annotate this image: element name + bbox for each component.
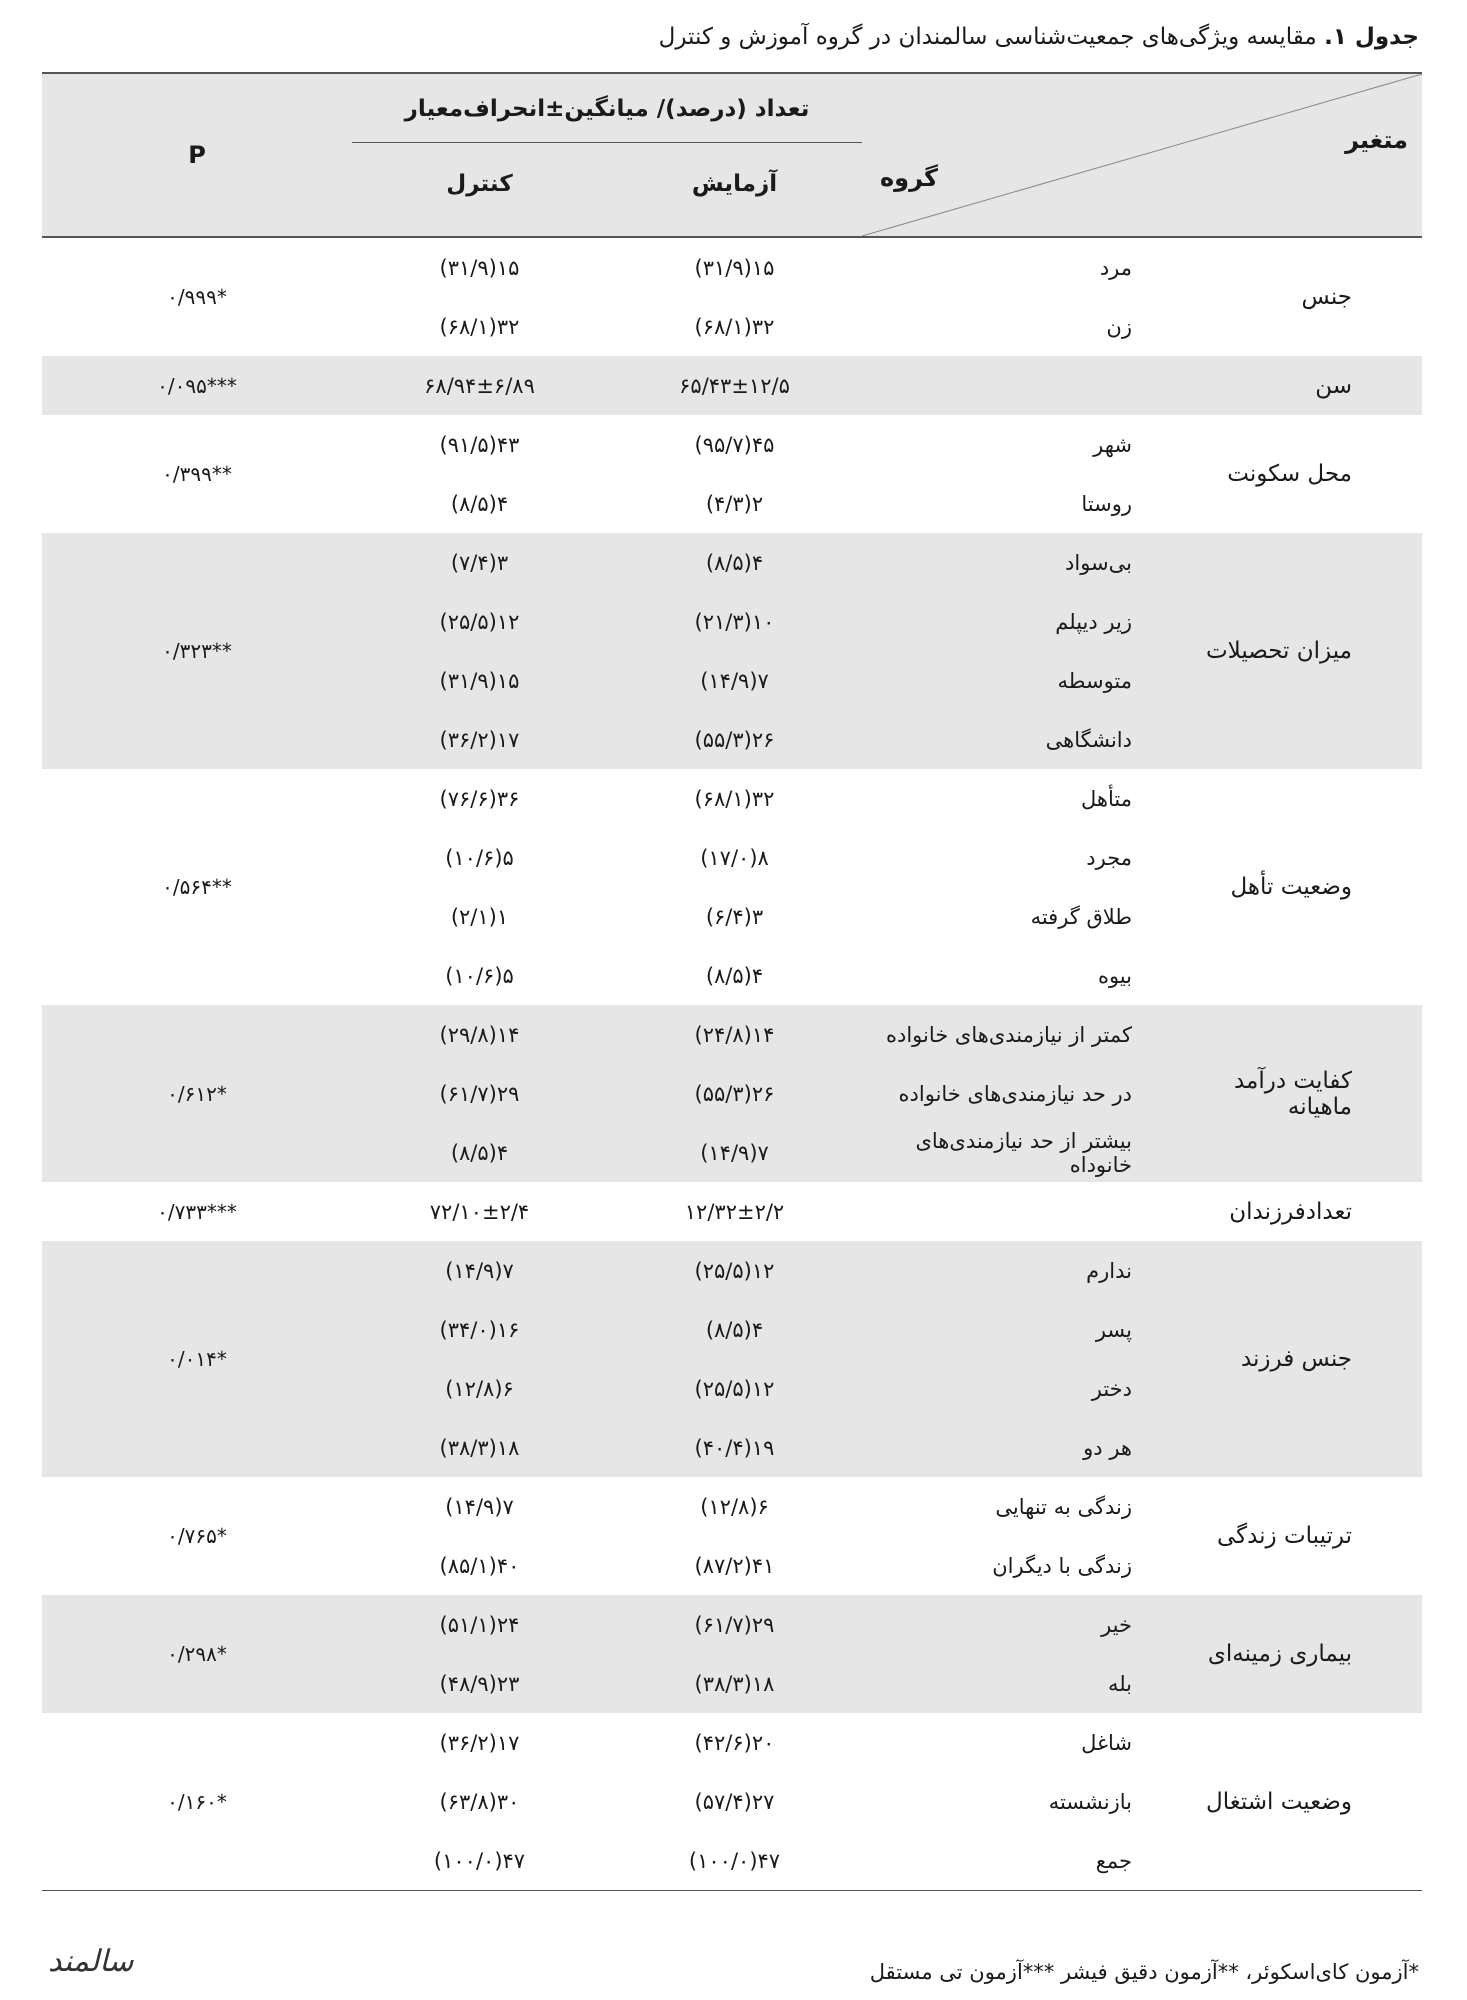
control-value: ۲۴(۵۱/۱): [352, 1595, 607, 1654]
experiment-value: ۱۵(۳۱/۹): [694, 255, 775, 280]
experiment-value: ۲۷(۵۷/۴): [694, 1789, 775, 1814]
experiment-value: ۷(۱۴/۹): [607, 1123, 862, 1182]
group-cell: دختر: [862, 1359, 1172, 1418]
variable-cell: وضعیت اشتغال: [1206, 1788, 1352, 1815]
caption-label: جدول ۱.: [1324, 24, 1419, 50]
group-cell: مجرد: [1086, 845, 1132, 870]
group-cell: جمع: [1095, 1848, 1132, 1873]
experiment-value: ۱۹(۴۰/۴): [607, 1418, 862, 1477]
experiment-value: ۲۰(۴۲/۶): [694, 1730, 775, 1755]
p-value: ۰/۶۱۲*: [42, 1005, 352, 1182]
control-value: ۱۷(۳۶/۲): [352, 710, 607, 769]
control-value: ۱۲(۲۵/۵): [352, 592, 607, 651]
header-control: کنترل: [352, 161, 607, 237]
control-value: ۱۸(۳۸/۳): [352, 1418, 607, 1477]
control-value: ۷(۱۴/۹): [445, 1494, 514, 1519]
experiment-value: ۸(۱۷/۰): [700, 845, 769, 870]
experiment-value: ۳۲(۶۸/۱): [694, 314, 775, 339]
control-value: ۷۲/۱۰±۲/۴: [429, 1199, 530, 1224]
variable-cell: وضعیت تأهل: [1230, 874, 1352, 900]
table-row: [42, 769, 1422, 828]
p-value: ۰/۷۳۳***: [157, 1199, 237, 1224]
table-footnote: *آزمون کای‌اسکوئر، **آزمون دقیق فیشر ***آزمون تی مستقل: [869, 1960, 1419, 1984]
group-cell: بازنشسته: [1048, 1789, 1132, 1814]
group-cell: زندگی با دیگران: [992, 1553, 1132, 1578]
diagonal-divider: [862, 74, 1422, 236]
experiment-value: ۴(۸/۵): [705, 963, 764, 988]
experiment-value: ۴۷(۱۰۰/۰): [688, 1848, 781, 1873]
variable-cell: ترتیبات زندگی: [1216, 1523, 1352, 1549]
control-value: ۱۴(۲۹/۸): [352, 1005, 607, 1064]
control-value: ۳۲(۶۸/۱): [439, 314, 520, 339]
header-measure: [352, 73, 862, 161]
table-row: [42, 1477, 1422, 1536]
experiment-value: ۴۱(۸۷/۲): [694, 1553, 775, 1578]
group-cell: در حد نیازمندی‌های خانواده: [862, 1064, 1172, 1123]
table-row: [42, 1713, 1422, 1772]
p-value: ۰/۱۶۰*: [167, 1789, 227, 1814]
group-cell: شاغل: [1081, 1730, 1132, 1755]
variable-cell: کفایت درآمد ماهیانه: [1172, 1005, 1422, 1182]
table-body: [42, 237, 1422, 1891]
control-value: ۵(۱۰/۶): [445, 845, 514, 870]
control-value: ۶۸/۹۴±۶/۸۹: [352, 356, 607, 415]
group-cell: دانشگاهی: [862, 710, 1172, 769]
table-row: [42, 1595, 1422, 1654]
group-cell: هر دو: [862, 1418, 1172, 1477]
control-value: ۴۰(۸۵/۱): [439, 1553, 520, 1578]
header-variable-group-cell: [862, 73, 1422, 237]
p-value: ۰/۲۹۸*: [42, 1595, 352, 1713]
group-cell: بی‌سواد: [862, 533, 1172, 592]
control-value: ۳۶(۷۶/۶): [439, 786, 520, 811]
control-value: ۴۳(۹۱/۵): [439, 432, 520, 457]
control-value: ۱۶(۳۴/۰): [352, 1300, 607, 1359]
control-value: ۳۰(۶۳/۸): [439, 1789, 520, 1814]
control-value: ۱۵(۳۱/۹): [439, 255, 520, 280]
variable-cell: سن: [1172, 356, 1422, 415]
experiment-value: ۱۲(۲۵/۵): [607, 1241, 862, 1300]
table-header: [42, 73, 1422, 237]
control-value: ۱۵(۳۱/۹): [352, 651, 607, 710]
table-row: [42, 237, 1422, 297]
header-p: P: [42, 73, 352, 237]
experiment-value: ۲۶(۵۵/۳): [607, 1064, 862, 1123]
table-row: [42, 1182, 1422, 1241]
experiment-value: ۶۵/۴۳±۱۲/۵: [607, 356, 862, 415]
experiment-value: ۱۲/۳۲±۲/۲: [684, 1199, 785, 1224]
table-caption: [48, 22, 1419, 52]
variable-cell: تعدادفرزندان: [1229, 1198, 1352, 1225]
table-row: [42, 356, 1422, 415]
experiment-value: ۳۲(۶۸/۱): [694, 786, 775, 811]
experiment-value: ۴(۸/۵): [607, 1300, 862, 1359]
experiment-value: ۴۵(۹۵/۷): [694, 432, 775, 457]
control-value: ۳(۷/۴): [352, 533, 607, 592]
group-cell: [862, 356, 1172, 415]
table-row: [42, 415, 1422, 474]
p-value: ۰/۰۱۴*: [42, 1241, 352, 1477]
experiment-value: ۱۰(۲۱/۳): [607, 592, 862, 651]
experiment-value: ۶(۱۲/۸): [700, 1494, 769, 1519]
control-value: ۴(۸/۵): [352, 1123, 607, 1182]
variable-cell: بیماری زمینه‌ای: [1172, 1595, 1422, 1713]
group-cell: بیشتر از حد نیازمندی‌های خانوداه: [862, 1123, 1172, 1182]
experiment-value: ۳(۶/۴): [705, 904, 764, 929]
header-variable: متغیر: [1345, 126, 1408, 154]
group-cell: شهر: [1093, 432, 1132, 457]
control-value: ۱(۲/۱): [450, 904, 509, 929]
group-cell: مرد: [1099, 255, 1132, 280]
group-cell: متأهل: [1081, 786, 1132, 811]
group-cell: زیر دیپلم: [862, 592, 1172, 651]
group-cell: طلاق گرفته: [1030, 904, 1132, 929]
journal-logo: سالمند: [48, 1944, 134, 1979]
control-value: ۶(۱۲/۸): [352, 1359, 607, 1418]
group-cell: بیوه: [1097, 963, 1132, 988]
variable-cell: محل سکونت: [1227, 461, 1352, 487]
table-row: [42, 1241, 1422, 1300]
header-experiment: آزمایش: [607, 161, 862, 237]
demographics-table: [42, 72, 1422, 1891]
control-value: ۷(۱۴/۹): [352, 1241, 607, 1300]
p-value: ۰/۰۹۵***: [42, 356, 352, 415]
control-value: ۱۷(۳۶/۲): [439, 1730, 520, 1755]
p-value: ۰/۳۹۹**: [162, 462, 232, 486]
experiment-value: ۱۸(۳۸/۳): [607, 1654, 862, 1713]
control-value: ۵(۱۰/۶): [445, 963, 514, 988]
control-value: ۴(۸/۵): [450, 491, 509, 516]
p-value: ۰/۳۲۳**: [42, 533, 352, 769]
experiment-value: ۲۹(۶۱/۷): [607, 1595, 862, 1654]
control-value: ۲۹(۶۱/۷): [352, 1064, 607, 1123]
experiment-value: ۱۲(۲۵/۵): [607, 1359, 862, 1418]
p-value: ۰/۹۹۹*: [167, 285, 227, 309]
p-value: ۰/۷۶۵*: [167, 1524, 227, 1548]
variable-cell: میزان تحصیلات: [1172, 533, 1422, 769]
header-measure-label: تعداد (درصد)/ میانگین±انحراف‌معیار: [404, 96, 810, 122]
experiment-value: ۴(۸/۵): [607, 533, 862, 592]
group-cell: روستا: [1081, 491, 1132, 516]
group-cell: [862, 1182, 1172, 1241]
group-cell: ندارم: [862, 1241, 1172, 1300]
control-value: ۲۳(۴۸/۹): [352, 1654, 607, 1713]
variable-cell: جنس فرزند: [1172, 1241, 1422, 1477]
group-cell: پسر: [862, 1300, 1172, 1359]
variable-cell: جنس: [1301, 284, 1352, 310]
control-value: ۴۷(۱۰۰/۰): [433, 1848, 526, 1873]
table-row: [42, 533, 1422, 592]
experiment-value: ۱۴(۲۴/۸): [607, 1005, 862, 1064]
group-cell: متوسطه: [862, 651, 1172, 710]
experiment-value: ۲۶(۵۵/۳): [607, 710, 862, 769]
header-group: گروه: [880, 164, 938, 192]
group-cell: خیر: [862, 1595, 1172, 1654]
group-cell: زن: [1106, 314, 1132, 339]
group-cell: کمتر از نیازمندی‌های خانواده: [862, 1005, 1172, 1064]
experiment-value: ۲(۴/۳): [705, 491, 764, 516]
p-value: ۰/۵۶۴**: [162, 875, 232, 899]
table-row: [42, 1005, 1422, 1064]
caption-text: مقایسه ویژگی‌های جمعیت‌شناسی سالمندان در گروه آموزش و کنترل: [658, 24, 1317, 50]
group-cell: زندگی به تنهایی: [995, 1494, 1132, 1519]
experiment-value: ۷(۱۴/۹): [607, 651, 862, 710]
group-cell: بله: [862, 1654, 1172, 1713]
header-measure-rule: [352, 142, 862, 143]
demographics-table-wrap: [42, 72, 1422, 1891]
